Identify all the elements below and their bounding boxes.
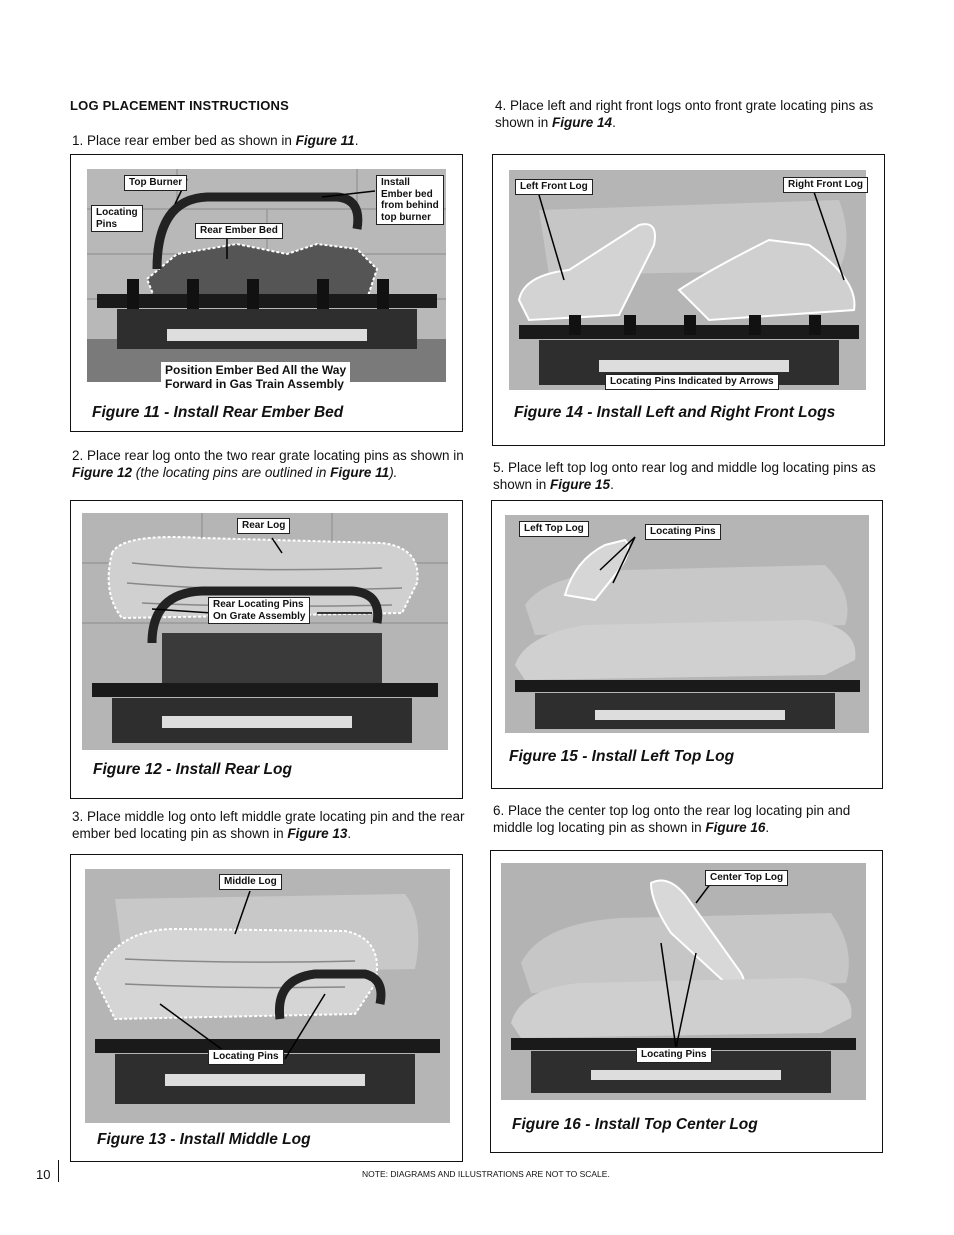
step-6 [493,802,888,836]
step-text: Place rear ember bed as shown in [87,133,296,148]
step-text: Place middle log onto left middle grate locating pin and the rear ember bed locating pin as shown in [72,809,465,841]
step-4 [495,97,890,131]
figure-15 [491,500,883,789]
figure-12 [70,500,463,799]
figure-15-caption: Figure 15 - Install Left Top Log [509,748,735,765]
figure-11-caption: Figure 11 - Install Rear Ember Bed [92,404,344,421]
step-number: 5. [493,460,505,475]
figure-reference: Figure 11 [295,133,355,148]
label-locating-pins: Locating Pins [636,1047,712,1063]
step-3 [72,808,467,842]
figure-13-caption: Figure 13 - Install Middle Log [97,1131,311,1148]
footer-note: NOTE: DIAGRAMS AND ILLUSTRATIONS ARE NOT TO SCALE. [362,1169,610,1179]
figure-13 [70,854,463,1162]
label-top-burner: Top Burner [124,175,187,191]
step-text-italic: (the locating pins are outlined in [132,465,331,480]
step-number: 1. [72,133,84,148]
label-position-ember-bed: Position Ember Bed All the Way Forward in Gas Train Assembly [161,362,350,392]
step-number: 6. [493,803,505,818]
step-text-end: . [354,133,359,148]
fig14-photo [509,170,866,390]
step-text-end: . [347,826,352,841]
figure-reference: Figure 15 [550,477,611,492]
figure-reference: Figure 13 [287,826,348,841]
page-number: 10 [36,1167,51,1182]
step-text: Place left top log onto rear log and middle log locating pins as shown in [493,460,876,492]
step-text: Place the center top log onto the rear log locating pin and middle log locating pin as shown in [493,803,851,835]
figure-reference: Figure 16 [705,820,766,835]
fig12-photo [82,513,448,750]
label-right-front-log: Right Front Log [783,177,868,193]
step-number: 2. [72,448,84,463]
label-locating-pins: Locating Pins [208,1049,284,1065]
step-text-end: . [765,820,770,835]
step-text: Place rear log onto the two rear grate locating pins as shown in [87,448,464,463]
step-text-italic: ). [389,465,398,480]
label-left-front-log: Left Front Log [515,179,593,195]
step-2 [72,447,467,481]
figure-reference: Figure 12 [72,465,133,480]
figure-reference: Figure 11 [330,465,390,480]
label-pins-arrows: Locating Pins Indicated by Arrows [605,374,779,390]
margin-rule [58,1160,59,1182]
step-text-end: . [612,115,616,130]
figure-14-caption: Figure 14 - Install Left and Right Front Logs [514,404,836,421]
fig15-photo [505,515,869,733]
step-text-end: . [610,477,614,492]
figure-11 [70,154,463,432]
step-number: 4. [495,98,507,113]
label-middle-log: Middle Log [219,874,282,890]
label-rear-locating-pins: Rear Locating Pins On Grate Assembly [208,597,310,624]
section-heading: LOG PLACEMENT INSTRUCTIONS [70,98,289,113]
label-install-ember-bed: Install Ember bed from behind top burner [376,175,444,225]
fig13-photo [85,869,450,1123]
figure-16-caption: Figure 16 - Install Top Center Log [512,1116,758,1133]
label-center-top-log: Center Top Log [705,870,788,886]
label-rear-ember-bed: Rear Ember Bed [195,223,283,239]
label-locating-pins: Locating Pins [91,205,143,232]
figure-12-caption: Figure 12 - Install Rear Log [93,761,292,778]
label-left-top-log: Left Top Log [519,521,589,537]
step-text: Place left and right front logs onto front grate locating pins as shown in [495,98,874,130]
figure-reference: Figure 14 [552,115,613,130]
step-number: 3. [72,809,84,824]
step-1 [72,132,462,149]
figure-14 [492,154,885,446]
fig16-photo [501,863,866,1100]
label-locating-pins: Locating Pins [645,524,721,540]
figure-16 [490,850,883,1153]
step-5 [493,459,888,493]
label-rear-log: Rear Log [237,518,290,534]
